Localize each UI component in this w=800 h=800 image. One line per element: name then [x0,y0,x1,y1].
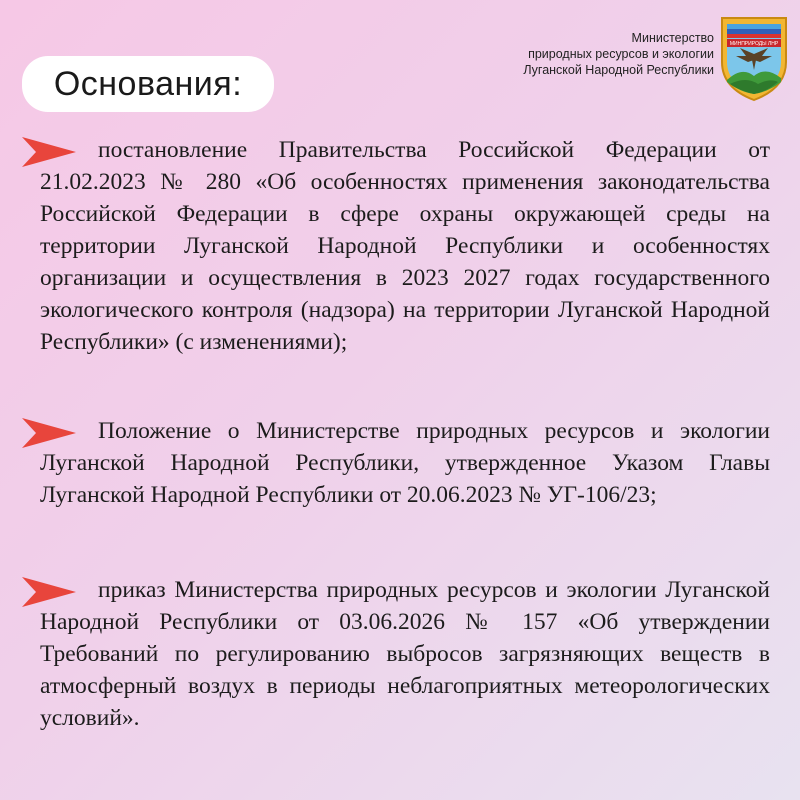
basis-item-2: Положение о Министерстве природных ресурсов и экологии Луганской Народной Республики, утвержденное Указом Главы Луганской Народной Республики от 20.06.2023 № УГ-106/23; [40,418,770,508]
ministry-name-line-3: Луганской Народной Республики [523,63,714,77]
ministry-name-line-2: природных ресурсов и экологии [528,47,714,61]
basis-item-1: постановление Правительства Российской Федерации от 21.02.2023 № 280 «Об особенностях применения законодательства Российской Федерации в сфере охраны окружающей среды на территории Луганской Народной Республики и особенностях организации и осуществления в 2023 2027 годах государственного экологического контроля (надзора) на территории Луганской Народной Республики» (с изменениями); [40,137,770,355]
ministry-emblem-icon [718,10,790,102]
ministry-name-line-1: Министерство [631,31,714,45]
ministry-name [523,30,714,78]
basis-item-3: приказ Министерства природных ресурсов и экологии Луганской Народной Республики от 03.06.2026 № 157 «Об утверждении Требований по регулированию выбросов загрязняющих веществ в атмосферный воздух в периоды неблагоприятных метеорологических условий». [40,577,770,731]
page-title: Основания: [22,56,274,112]
emblem-banner-text: МИНПРИРОДЫ ЛНР [729,41,779,47]
